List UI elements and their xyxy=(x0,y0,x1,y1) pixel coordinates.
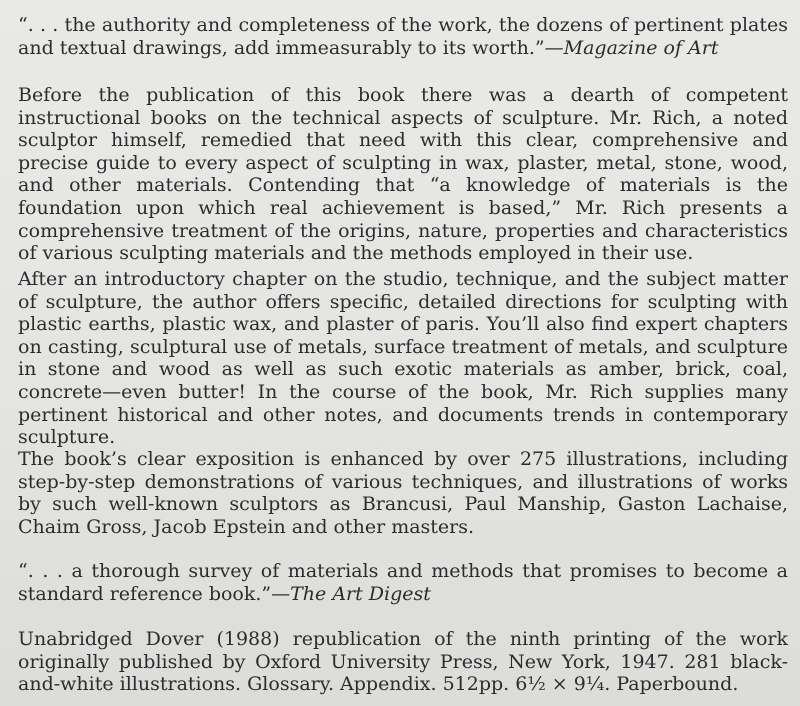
opening-quote-source: —Magazine of Art xyxy=(544,36,719,59)
closing-quote-text: “. . . a thorough survey of materials and methods that promises to become a standard reference book.” xyxy=(18,560,788,605)
publication-details: Unabridged Dover (1988) republication of the ninth printing of the work originally published by Oxford University Press, New York, 1947. 281 black-and-white illustrations. Glossary. Appendix. 512pp. 6½ × 9¼. Paperbound. xyxy=(18,628,788,696)
opening-review-quote xyxy=(18,14,788,59)
closing-review-quote xyxy=(18,560,788,605)
description-paragraph-3: The book’s clear exposition is enhanced by over 275 illustrations, including step-by-step demonstrations of various techniques, and illustrations of works by such well-known sculptors as Brancusi, Paul Manship, Gaston Lachaise, Chaim Gross, Jacob Epstein and other masters. xyxy=(18,448,788,538)
opening-quote-text: “. . . the authority and completeness of the work, the dozens of pertinent plates and textual drawings, add immeasurably to its worth.” xyxy=(18,14,788,59)
closing-quote-source: —The Art Digest xyxy=(271,582,431,605)
description-paragraph-2: After an introductory chapter on the studio, technique, and the subject matter of sculpture, the author offers specific, detailed directions for sculpting with plastic earths, plastic wax, and plaster of paris. You’ll also find expert chapters on casting, sculptural use of metals, surface treatment of metals, and sculpture in stone and wood as well as such exotic materials as amber, brick, coal, concrete—even butter! In the course of the book, Mr. Rich supplies many pertinent historical and other notes, and documents trends in contemporary sculpture. xyxy=(18,268,788,449)
description-paragraph-1: Before the publication of this book there was a dearth of competent instructional books on the technical aspects of sculpture. Mr. Rich, a noted sculptor himself, remedied that need with this clear, comprehensive and precise guide to every aspect of sculpting in wax, plaster, metal, stone, wood, and other materials. Contending that “a knowledge of materials is the foundation upon which real achievement is based,” Mr. Rich presents a comprehensive treatment of the origins, nature, properties and characteristics of various sculpting materials and the methods employed in their use. xyxy=(18,84,788,265)
